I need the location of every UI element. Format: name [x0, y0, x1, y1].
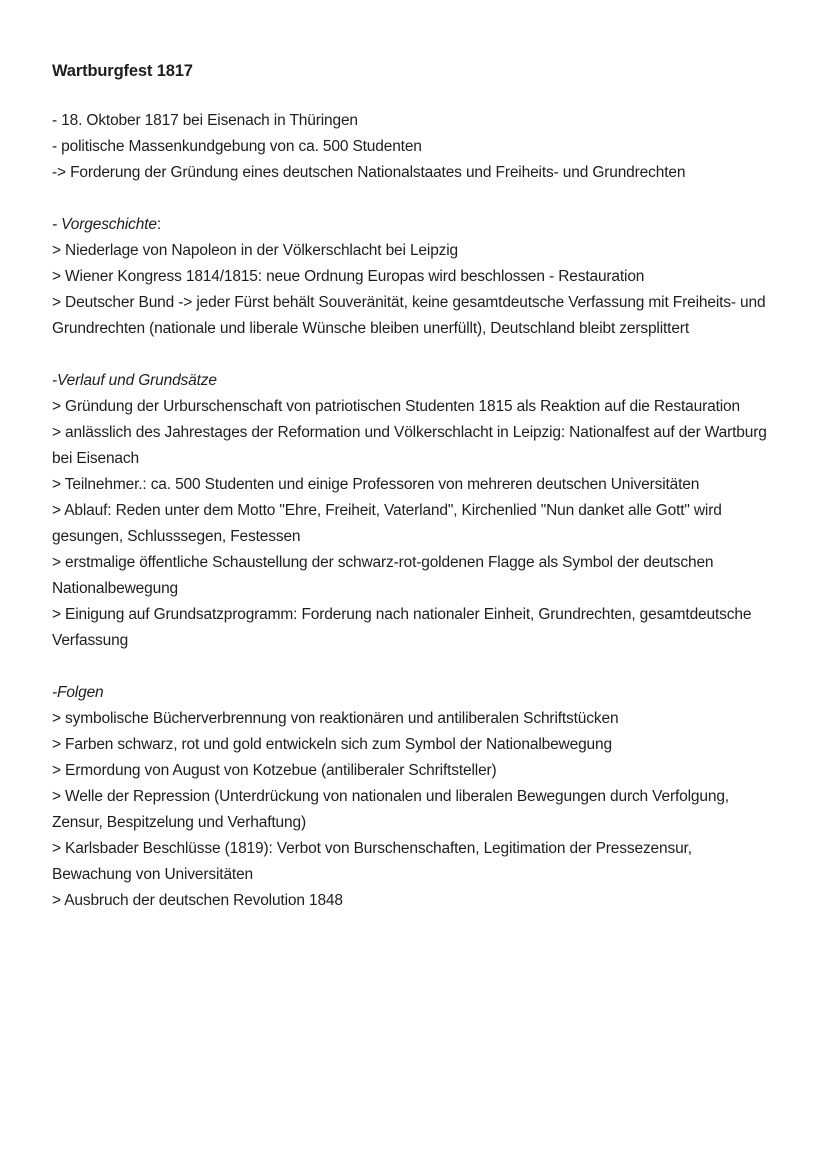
list-item: > erstmalige öffentliche Schaustellung der schwarz-rot-goldenen Flagge als Symbol der deutschen Nationalbewegung	[52, 554, 714, 597]
list-item: > Wiener Kongress 1814/1815: neue Ordnung Europas wird beschlossen - Restauration	[52, 268, 645, 285]
list-item: > Einigung auf Grundsatzprogramm: Forderung nach nationaler Einheit, Grundrechten, gesamtdeutsche Verfassung	[52, 606, 752, 649]
list-item: > Karlsbader Beschlüsse (1819): Verbot von Burschenschaften, Legitimation der Pressezensur, Bewachung von Universitäten	[52, 840, 692, 883]
section-heading-folgen: -Folgen	[52, 684, 104, 701]
intro-section	[52, 108, 772, 186]
document-title: Wartburgfest 1817	[52, 62, 193, 80]
intro-line: -> Forderung der Gründung eines deutschen Nationalstaates und Freiheits- und Grundrechten	[52, 164, 686, 181]
list-item: > Farben schwarz, rot und gold entwickeln sich zum Symbol der Nationalbewegung	[52, 736, 612, 753]
verlauf-section	[52, 368, 772, 654]
list-item: > Gründung der Urburschenschaft von patriotischen Studenten 1815 als Reaktion auf die Restauration	[52, 398, 740, 415]
heading-text: - Vorgeschichte	[52, 216, 157, 233]
section-heading-verlauf: -Verlauf und Grundsätze	[52, 372, 217, 389]
list-item: > Teilnehmer.: ca. 500 Studenten und einige Professoren von mehreren deutschen Universitäten	[52, 476, 700, 493]
list-item: > Niederlage von Napoleon in der Völkerschlacht bei Leipzig	[52, 242, 459, 259]
list-item: > Welle der Repression (Unterdrückung von nationalen und liberalen Bewegungen durch Verfolgung, Zensur, Bespitzelung und Verhaftung)	[52, 788, 729, 831]
list-item: > Ermordung von August von Kotzebue (antiliberaler Schriftsteller)	[52, 762, 497, 779]
list-item: > Ausbruch der deutschen Revolution 1848	[52, 892, 343, 909]
vorgeschichte-section	[52, 212, 772, 342]
list-item: > Deutscher Bund -> jeder Fürst behält Souveränität, keine gesamtdeutsche Verfassung mit Freiheits- und Grundrechten (nationale und liberale Wünsche bleiben unerfüllt), Deutschland bleibt zersplittert	[52, 294, 766, 337]
intro-line: - 18. Oktober 1817 bei Eisenach in Thüringen	[52, 112, 358, 129]
section-heading-vorgeschichte	[52, 212, 772, 238]
list-item: > symbolische Bücherverbrennung von reaktionären und antiliberalen Schriftstücken	[52, 710, 619, 727]
list-item: > Ablauf: Reden unter dem Motto "Ehre, Freiheit, Vaterland", Kirchenlied "Nun danket alle Gott" wird gesungen, Schlusssegen, Festessen	[52, 502, 722, 545]
document-page	[52, 56, 772, 940]
folgen-section	[52, 680, 772, 914]
intro-line: - politische Massenkundgebung von ca. 500 Studenten	[52, 138, 422, 155]
heading-colon: :	[156, 216, 162, 233]
list-item: > anlässlich des Jahrestages der Reformation und Völkerschlacht in Leipzig: Nationalfest auf der Wartburg bei Eisenach	[52, 424, 767, 467]
